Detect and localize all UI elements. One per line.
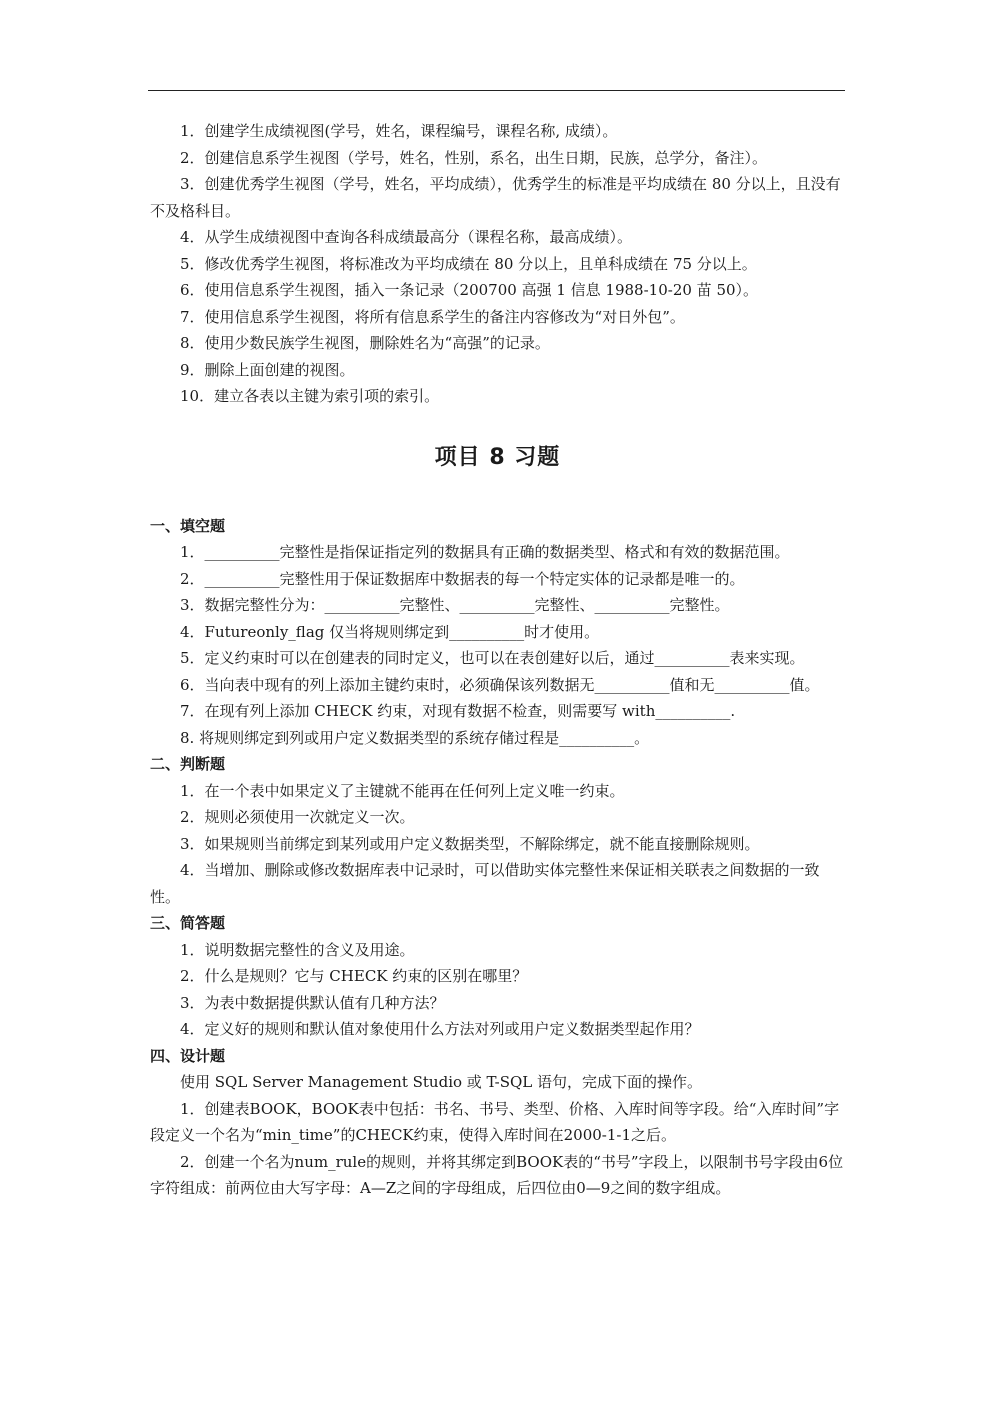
list-item: 2．创建信息系学生视图（学号，姓名，性别，系名，出生日期，民族，总学分，备注）。 — [180, 148, 768, 167]
list-item: 10．建立各表以主键为索引项的索引。 — [180, 387, 440, 405]
list-item: 5．修改优秀学生视图，将标准改为平均成绩在 80 分以上，且单科成绩在 75 分以上。 — [180, 254, 757, 273]
question-item: 4．Futureonly_flag 仅当将规则绑定到__________时才使用。 — [180, 622, 600, 641]
list-item: 7．使用信息系学生视图，将所有信息系学生的备注内容修改为“对日外包”。 — [180, 307, 685, 326]
list-item: 9．删除上面创建的视图。 — [180, 360, 355, 379]
list-item: 4．从学生成绩视图中查询各科成绩最高分（课程名称，最高成绩）。 — [180, 228, 633, 246]
list-item: 3．创建优秀学生视图（学号，姓名，平均成绩），优秀学生的标准是平均成绩在 80 分以上，且没有不及格科目。 — [150, 175, 841, 220]
section-short-answer — [150, 910, 845, 1043]
question-item: 2．__________完整性用于保证数据库中数据表的每一个特定实体的记录都是唯一的。 — [180, 569, 745, 588]
question-item: 3．如果规则当前绑定到某列或用户定义数据类型，不解除绑定，就不能直接删除规则。 — [180, 834, 760, 853]
list-item: 1．创建学生成绩视图(学号，姓名，课程编号，课程名称, 成绩）。 — [180, 122, 618, 140]
question-item: 5．定义约束时可以在创建表的同时定义，也可以在表创建好以后，通过__________表来实现。 — [180, 649, 805, 667]
section-heading: 三、简答题 — [150, 914, 226, 932]
question-item: 1．说明数据完整性的含义及用途。 — [180, 940, 415, 959]
page-content — [150, 118, 845, 1202]
section-heading: 四、设计题 — [150, 1046, 226, 1065]
list-item: 8．使用少数民族学生视图，删除姓名为“高强”的记录。 — [180, 334, 550, 352]
question-item: 1．__________完整性是指保证指定列的数据具有正确的数据类型、格式和有效的数据范围。 — [180, 543, 790, 561]
section-true-false — [150, 751, 845, 910]
page-title: 项目 8 习题 — [434, 444, 561, 470]
question-item: 6．当向表中现有的列上添加主键约束时，必须确保该列数据无__________值和无__________值。 — [180, 675, 820, 694]
question-item: 3．为表中数据提供默认值有几种方法？ — [180, 993, 445, 1012]
question-item: 1．在一个表中如果定义了主键就不能再在任何列上定义唯一约束。 — [180, 781, 625, 800]
question-item: 3．数据完整性分为：__________完整性、__________完整性、__________完整性。 — [180, 596, 730, 614]
question-item: 2．什么是规则？它与 CHECK 约束的区别在哪里？ — [180, 967, 528, 985]
section-heading: 一、填空题 — [150, 516, 226, 535]
section-design — [150, 1043, 845, 1202]
section-fill-blank — [150, 513, 845, 752]
question-item: 使用 SQL Server Management Studio 或 T-SQL 语句，完成下面的操作。 — [180, 1073, 702, 1091]
question-item: 8. 将规则绑定到列或用户定义数据类型的系统存储过程是__________。 — [180, 728, 650, 747]
list-item: 6．使用信息系学生视图，插入一条记录（200700 高强 1 信息 1988-10-20 苗 50）。 — [180, 281, 759, 299]
question-item: 4．当增加、删除或修改数据库表中记录时，可以借助实体完整性来保证相关联表之间数据的一致性。 — [150, 861, 820, 906]
question-item: 2．规则必须使用一次就定义一次。 — [180, 808, 415, 826]
question-item: 2．创建一个名为num_rule的规则，并将其绑定到BOOK表的“书号”字段上，以限制书号字段由6位字符组成：前两位由大写字母：A—Z之间的字母组成，后四位由0—9之间的数字组成。 — [150, 1152, 844, 1197]
exercise-list — [150, 118, 845, 410]
question-item: 7．在现有列上添加 CHECK 约束，对现有数据不检查，则需要写 with__________. — [180, 702, 736, 720]
question-item: 4．定义好的规则和默认值对象使用什么方法对列或用户定义数据类型起作用？ — [180, 1020, 700, 1038]
question-item: 1．创建表BOOK，BOOK表中包括：书名、书号、类型、价格、入库时间等字段。给“入库时间”字段定义一个名为“min_time”的CHECK约束，使得入库时间在2000-1-1之后。 — [150, 1099, 840, 1144]
section-heading: 二、判断题 — [150, 755, 226, 773]
header-rule — [148, 90, 845, 91]
